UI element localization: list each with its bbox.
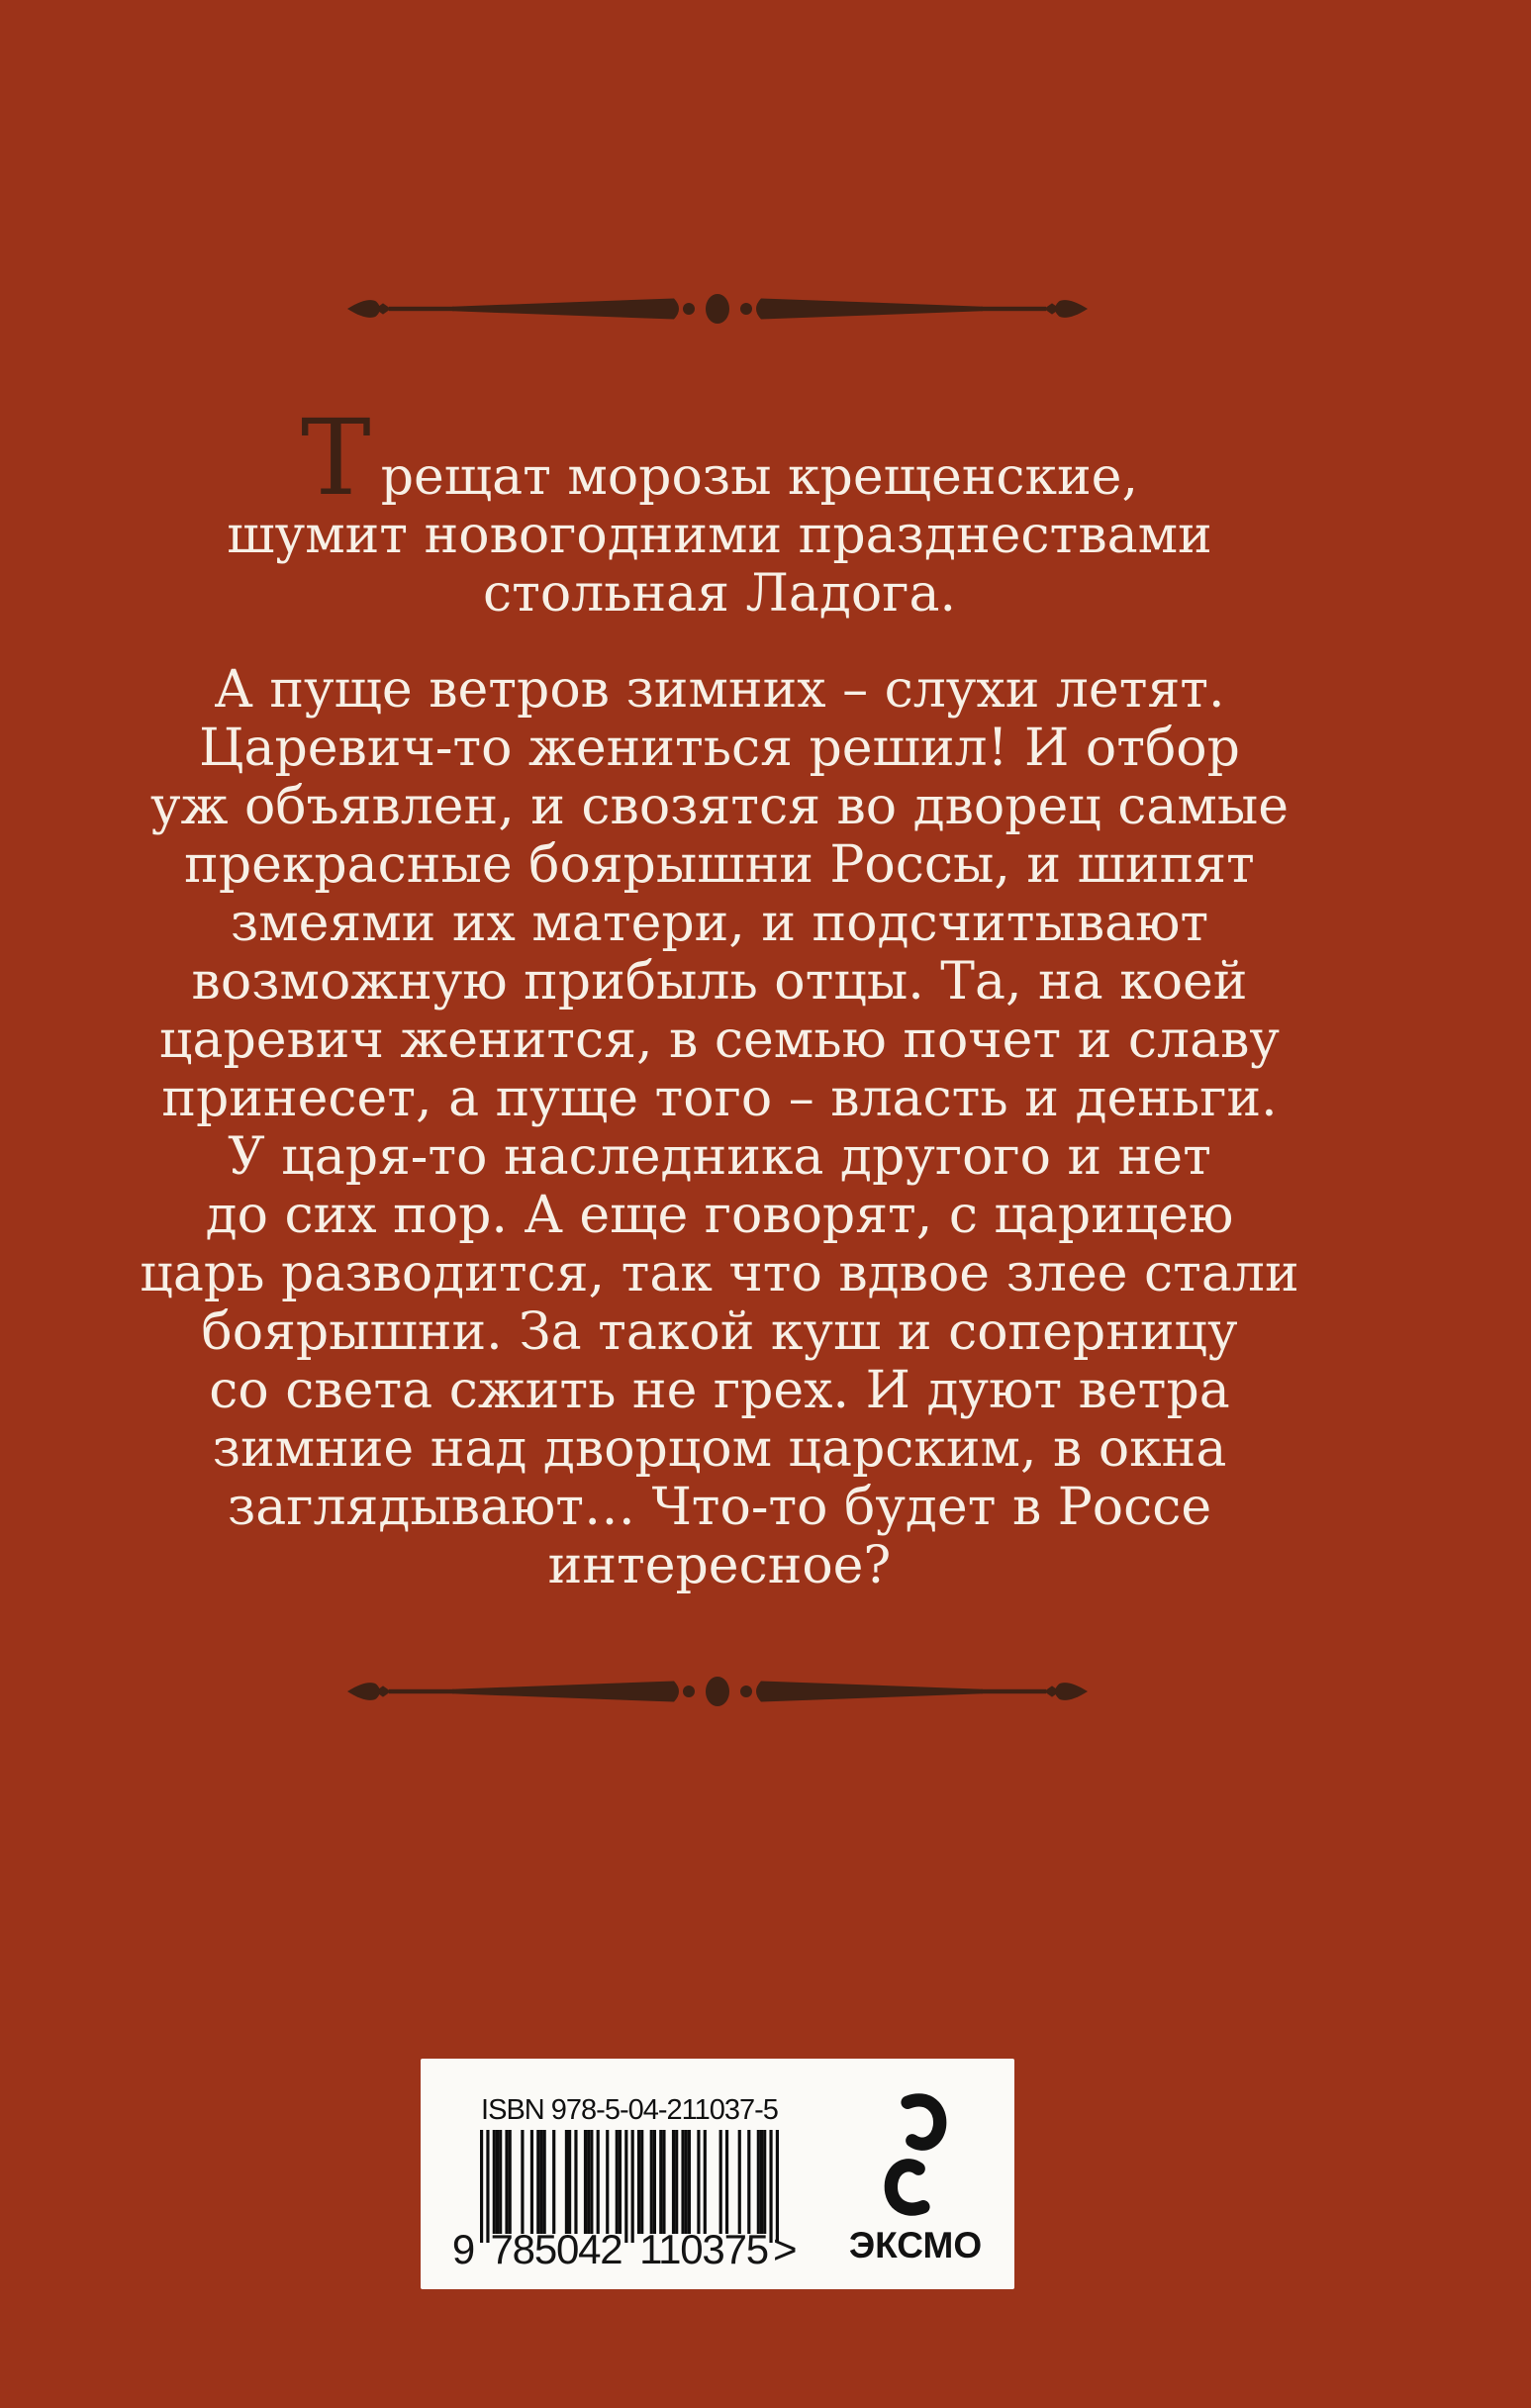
blurb-line: со света сжить не грех. И дуют ветра [209, 1361, 1230, 1420]
paragraph-1 [106, 397, 1333, 624]
blurb-line: зимние над дворцом царским, в окна [212, 1419, 1227, 1479]
paragraph-1-first-line [106, 397, 1333, 519]
barcode-digit-first: 9 [451, 2226, 474, 2272]
blurb-line: стольная Ладога. [482, 564, 957, 624]
isbn-block [421, 2059, 1014, 2289]
drop-cap-letter: Т [301, 397, 371, 519]
publisher-name: ЭКСМО [848, 2225, 983, 2265]
blurb-line: боярышни. За такой куш и соперницу [201, 1302, 1238, 1362]
blurb-line: прекрасные боярышни Россы, и шипят [184, 835, 1255, 895]
blurb-line: шумит новогодними празднествами [227, 506, 1212, 565]
blurb-line: А пуще ветров зимних – слухи летят. [214, 660, 1225, 720]
blurb-line: принесет, а пуще того – власть и деньги. [161, 1069, 1278, 1128]
blurb-line: царевич женится, в семью почет и славу [159, 1011, 1280, 1070]
blurb-line: У царя-то наследника другого и нет [228, 1127, 1211, 1187]
blurb-line: возможную прибыль отцы. Та, на коей [191, 952, 1248, 1011]
first-line-text: рещат морозы крещенские, [380, 447, 1138, 507]
paragraph-2 [106, 661, 1333, 1595]
eksmo-logo-icon [876, 2092, 955, 2217]
blurb-line: заглядывают… Что-то будет в Россе [227, 1478, 1212, 1537]
divider-ornament-top [346, 293, 1089, 325]
blurb-line: интересное? [547, 1536, 892, 1595]
divider-ornament-bottom [346, 1676, 1089, 1707]
paragraph-1-lines [106, 507, 1333, 624]
blurb-line: змеями их матери, и подсчитывают [230, 894, 1209, 953]
blurb-line: царь разводится, так что вдвое злее стали [140, 1244, 1299, 1303]
blurb-line: Царевич-то жениться решил! И отбор [199, 719, 1240, 778]
barcode-digits-left: 785042 [490, 2226, 622, 2272]
annotation-text [106, 397, 1333, 1595]
barcode-digits-right: 110375 [639, 2226, 768, 2272]
blurb-line: до сих пор. А еще говорят, с царицею [205, 1186, 1234, 1245]
isbn-number: ISBN 978-5-04-211037-5 [481, 2094, 778, 2126]
barcode-quiet-zone-mark: > [773, 2226, 797, 2272]
blurb-line: уж объявлен, и свозятся во дворец самые [149, 777, 1290, 836]
